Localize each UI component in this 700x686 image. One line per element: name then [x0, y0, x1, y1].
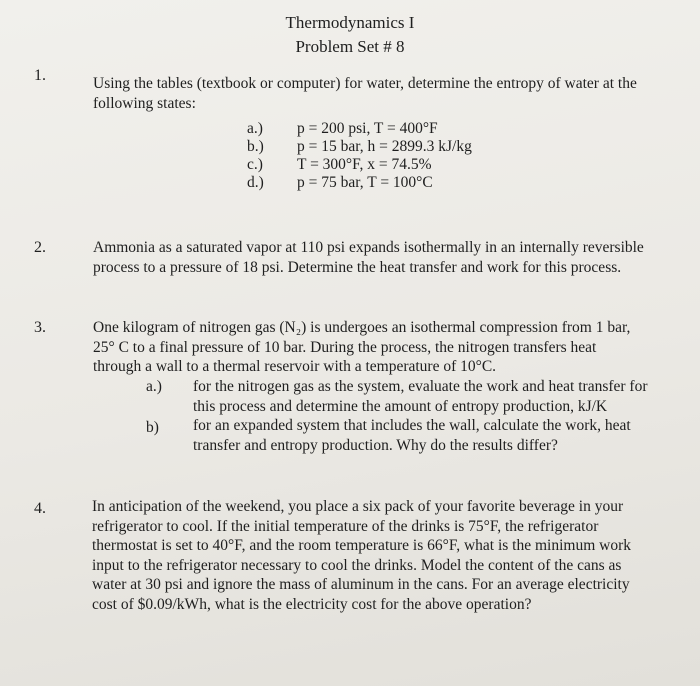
- problem-4-line-1: In anticipation of the weekend, you place a six pack of your favorite beverage in your: [92, 498, 624, 515]
- problem-1-text: [93, 74, 637, 113]
- problem-1-number: 1.: [34, 67, 46, 84]
- problem-2-line-1: Ammonia as a saturated vapor at 110 psi expands isothermally in an internally reversible: [93, 239, 644, 256]
- state-b-label: b.): [247, 138, 264, 155]
- problem-3-part-a-text: [193, 377, 648, 416]
- problem-3-line-3: through a wall to a thermal reservoir with a temperature of 10°C.: [93, 358, 497, 375]
- problem-2-number: 2.: [34, 239, 46, 256]
- problem-4-line-4: input to the refrigerator necessary to cool the drinks. Model the content of the cans as: [92, 556, 622, 574]
- state-b: [247, 138, 472, 156]
- problem-3-part-a-label: a.): [146, 378, 162, 395]
- problem-3-part-b-line-2: transfer and entropy production. Why do the results differ?: [193, 436, 558, 454]
- problem-3-part-b-text: [193, 416, 631, 455]
- state-c-text: T = 300°F, x = 74.5%: [297, 156, 432, 173]
- problem-1-line-1: Using the tables (textbook or computer) for water, determine the entropy of water at the: [93, 75, 637, 92]
- problem-2-text: [93, 238, 644, 277]
- problem-3-part-b-label: b): [146, 419, 159, 436]
- problem-4-line-5: water at 30 psi and ignore the mass of aluminum in the cans. For an average electricity: [92, 576, 630, 593]
- document-title: Thermodynamics I: [285, 13, 415, 32]
- problem-3-text: [93, 318, 630, 377]
- state-d: [247, 174, 472, 192]
- problem-3-part-a-line-1: for the nitrogen gas as the system, evaluate the work and heat transfer for: [193, 378, 648, 395]
- state-a: [247, 120, 472, 138]
- state-c-label: c.): [247, 156, 263, 173]
- state-a-text: p = 200 psi, T = 400°F: [297, 120, 438, 137]
- problem-1-states: [247, 120, 472, 192]
- state-a-label: a.): [247, 120, 263, 137]
- problem-3-line-2: 25° C to a final pressure of 10 bar. During the process, the nitrogen transfers heat: [93, 338, 597, 356]
- state-c: [247, 156, 472, 174]
- problem-4-line-6: cost of $0.09/kWh, what is the electricity cost for the above operation?: [92, 595, 532, 613]
- problem-3-number: 3.: [34, 319, 46, 336]
- problem-2-line-2: process to a pressure of 18 psi. Determine the heat transfer and work for this process.: [93, 258, 622, 276]
- problem-3-part-a-line-2: this process and determine the amount of entropy production, kJ/K: [193, 397, 608, 415]
- problem-3-line-1: One kilogram of nitrogen gas (N₂) is undergoes an isothermal compression from 1 bar,: [93, 319, 631, 336]
- state-d-text: p = 75 bar, T = 100°C: [297, 174, 433, 191]
- state-b-text: p = 15 bar, h = 2899.3 kJ/kg: [297, 138, 472, 155]
- problem-4-number: 4.: [34, 500, 46, 517]
- problem-3-part-b-line-1: for an expanded system that includes the wall, calculate the work, heat: [193, 417, 631, 434]
- problem-4-line-3: thermostat is set to 40°F, and the room temperature is 66°F, what is the minimum work: [92, 537, 631, 554]
- problem-4-text: [92, 497, 631, 614]
- problem-4-line-2: refrigerator to cool. If the initial temperature of the drinks is 75°F, the refrigerator: [92, 517, 599, 535]
- problem-1-line-2: following states:: [93, 94, 196, 112]
- state-d-label: d.): [247, 174, 264, 191]
- document-subtitle: Problem Set # 8: [295, 37, 405, 56]
